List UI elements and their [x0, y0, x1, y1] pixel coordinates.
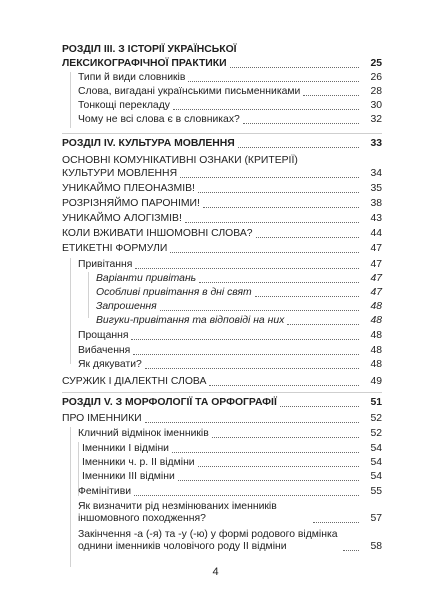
toc-entry[interactable]: [78, 529, 382, 553]
toc-section-heading[interactable]: [62, 397, 382, 409]
toc-entry[interactable]: [62, 228, 382, 240]
toc-page-number: 25: [370, 58, 382, 69]
dot-leader: [145, 421, 359, 423]
dot-leader: [287, 323, 359, 325]
toc-entry[interactable]: [78, 259, 382, 271]
toc-entry[interactable]: [62, 376, 382, 388]
toc-page-number: 47: [370, 243, 382, 254]
toc-entry-text: РОЗДІЛ ІІІ. З ІСТОРІЇ УКРАЇНСЬКОЇ: [62, 44, 237, 55]
dot-leader: [173, 108, 359, 110]
dot-leader: [238, 146, 359, 148]
toc-entry[interactable]: [78, 428, 382, 440]
indent-line: [88, 272, 89, 318]
dot-leader: [172, 451, 359, 453]
toc-page-number: 28: [370, 86, 382, 97]
toc-entry[interactable]: [62, 213, 382, 225]
toc-entry[interactable]: [78, 486, 382, 498]
toc-page-number: 51: [370, 397, 382, 408]
toc-section-heading[interactable]: [62, 58, 382, 70]
toc-entry-text: РОЗДІЛ V. З МОРФОЛОГІЇ ТА ОРФОГРАФІЇ: [62, 397, 277, 408]
toc-page-number: 52: [370, 428, 382, 439]
dot-leader: [198, 465, 359, 467]
toc-entry[interactable]: [78, 72, 382, 84]
toc-page-number: 33: [370, 138, 382, 149]
toc-page-number: 54: [370, 457, 382, 468]
toc-entry[interactable]: [82, 471, 382, 483]
toc-entry-text: Тонкощі перекладу: [78, 100, 170, 111]
dot-leader: [185, 221, 359, 223]
toc-entry[interactable]: [78, 359, 382, 371]
indent-line: [70, 258, 71, 364]
toc-page-number: 49: [370, 376, 382, 387]
page-number: 4: [212, 566, 219, 578]
toc-entry[interactable]: [62, 243, 382, 255]
toc-entry[interactable]: [96, 315, 382, 327]
toc-entry-text: Іменники I відміни: [82, 443, 169, 454]
toc-page-number: 32: [370, 114, 382, 125]
dot-leader: [255, 295, 359, 297]
dot-leader: [303, 94, 359, 96]
dot-leader: [145, 367, 359, 369]
toc-entry[interactable]: [96, 273, 382, 285]
dot-leader: [160, 309, 359, 311]
dot-leader: [203, 206, 359, 208]
toc-entry-text: ЛЕКСИКОГРАФІЧНОЇ ПРАКТИКИ: [62, 58, 227, 69]
toc-entry-text: РОЗРІЗНЯЙМО ПАРОНІМИ!: [62, 198, 200, 209]
toc-entry-text: Типи й види словників: [78, 72, 186, 83]
toc-page-number: 48: [370, 330, 382, 341]
dot-leader: [212, 436, 359, 438]
indent-line: [70, 427, 71, 567]
toc-page-number: 57: [370, 513, 382, 524]
dot-leader: [188, 80, 359, 82]
toc-entry[interactable]: [78, 330, 382, 342]
toc-entry-text: Привітання: [78, 259, 133, 270]
toc-entry[interactable]: [82, 457, 382, 469]
toc-page-number: 26: [370, 72, 382, 83]
toc-entry-text: Вигуки-привітання та відповіді на них: [96, 315, 285, 326]
dot-leader: [133, 353, 359, 355]
toc-entry-text: Закінчення -а (-я) та -у (-ю) у формі родового відмінка однини іменників чоловічого роду II відміни: [78, 529, 338, 552]
toc-page-number: 34: [370, 168, 382, 179]
toc-entry-text: ЕТИКЕТНІ ФОРМУЛИ: [62, 243, 168, 254]
toc-page-number: 38: [370, 198, 382, 209]
toc-entry[interactable]: [78, 100, 382, 112]
toc-page-number: 48: [370, 301, 382, 312]
dot-leader: [178, 479, 359, 481]
dot-leader: [180, 176, 359, 178]
toc-page-number: 47: [370, 259, 382, 270]
toc-entry[interactable]: [78, 114, 382, 126]
toc-entry-text: КУЛЬТУРИ МОВЛЕННЯ: [62, 168, 178, 179]
dot-leader: [209, 384, 359, 386]
toc-entry-text: ПРО ІМЕННИКИ: [62, 413, 142, 424]
toc-page-number: 55: [370, 486, 382, 497]
toc-section-heading[interactable]: [62, 44, 382, 56]
toc-entry-text: Іменники III відміни: [82, 471, 175, 482]
toc-page-number: 43: [370, 213, 382, 224]
dot-leader: [313, 521, 359, 523]
toc-entry-text: СУРЖИК І ДІАЛЕКТНІ СЛОВА: [62, 376, 207, 387]
toc-page-number: 48: [370, 345, 382, 356]
toc-entry-text: Слова, вигадані українськими письменниками: [78, 86, 301, 97]
toc-page-number: 58: [370, 541, 382, 552]
indent-line: [70, 72, 71, 128]
toc-page-number: 48: [370, 315, 382, 326]
dot-leader: [243, 122, 359, 124]
dot-leader: [135, 267, 359, 269]
toc-entry[interactable]: [62, 413, 382, 425]
toc-entry[interactable]: [78, 86, 382, 98]
toc-entry-text: Варіанти привітань: [96, 273, 197, 284]
toc-entry-text: Прощання: [78, 330, 129, 341]
toc-entry-text: Фемінітиви: [78, 486, 132, 497]
toc-entry-text: КОЛИ ВЖИВАТИ ІНШОМОВНІ СЛОВА?: [62, 228, 253, 239]
toc-entry-text: Як визначити рід незмінюваних іменників іншомовного походження?: [78, 501, 277, 524]
toc-entry[interactable]: [62, 155, 382, 167]
toc-entry[interactable]: [62, 183, 382, 195]
toc-entry-text: УНИКАЙМО ПЛЕОНАЗМІВ!: [62, 183, 195, 194]
dot-leader: [343, 549, 359, 551]
toc-entry[interactable]: [62, 198, 382, 210]
toc-entry-text: Особливі привітання в дні свят: [96, 287, 252, 298]
section-divider: [62, 392, 382, 393]
toc-entry[interactable]: [96, 301, 382, 313]
toc-entry-text: Запрошення: [96, 301, 157, 312]
toc-section-heading[interactable]: [62, 138, 382, 150]
toc-page-number: 54: [370, 443, 382, 454]
dot-leader: [131, 338, 359, 340]
toc-page-number: 52: [370, 413, 382, 424]
toc-entry-text: Чому не всі слова є в словниках?: [78, 114, 240, 125]
toc-page-number: 54: [370, 471, 382, 482]
toc-page-number: 35: [370, 183, 382, 194]
toc-entry[interactable]: [96, 287, 382, 299]
toc-entry[interactable]: [62, 168, 382, 180]
toc-page-number: 30: [370, 100, 382, 111]
toc-entry-text: УНИКАЙМО АЛОГІЗМІВ!: [62, 213, 182, 224]
dot-leader: [198, 191, 359, 193]
dot-leader: [256, 236, 359, 238]
toc-entry-text: Кличний відмінок іменників: [78, 428, 209, 439]
toc-entry[interactable]: [82, 443, 382, 455]
toc-page-number: 47: [370, 273, 382, 284]
toc-entry-text: Вибачення: [78, 345, 131, 356]
toc-entry-text: Іменники ч. р. II відміни: [82, 457, 195, 468]
toc-entry-text: Як дякувати?: [78, 359, 142, 370]
dot-leader: [199, 281, 359, 283]
toc-entry[interactable]: [78, 345, 382, 357]
toc-entry[interactable]: [78, 501, 382, 525]
toc-page-number: 44: [370, 228, 382, 239]
toc-page-number: 47: [370, 287, 382, 298]
toc-page-number: 48: [370, 359, 382, 370]
dot-leader: [170, 251, 359, 253]
dot-leader: [134, 494, 359, 496]
toc-entry-text: РОЗДІЛ IV. КУЛЬТУРА МОВЛЕННЯ: [62, 138, 235, 149]
dot-leader: [230, 66, 359, 68]
toc-entry-text: ОСНОВНІ КОМУНІКАТИВНІ ОЗНАКИ (КРИТЕРІЇ): [62, 155, 298, 166]
dot-leader: [280, 405, 359, 407]
section-divider: [62, 133, 382, 134]
